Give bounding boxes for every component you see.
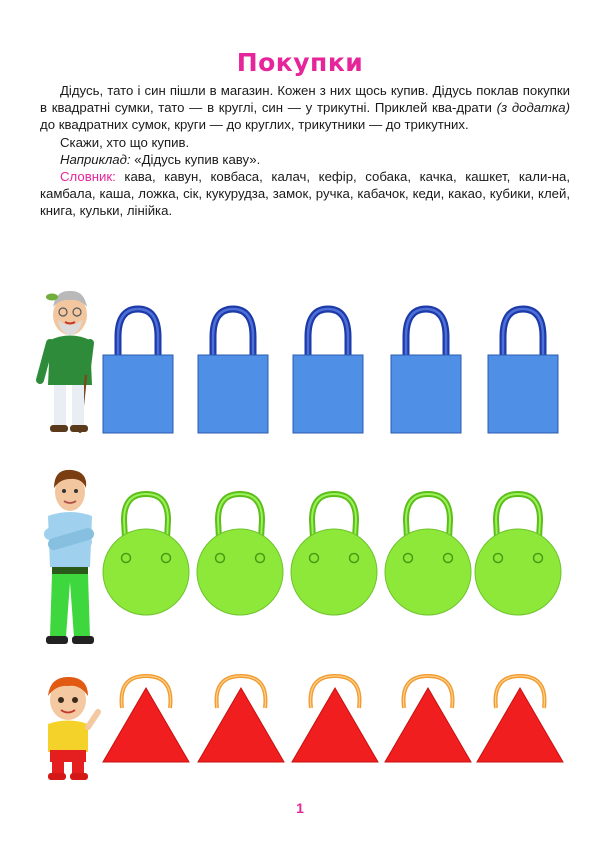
square-bag bbox=[292, 305, 364, 435]
father-figure bbox=[30, 462, 108, 647]
dictionary-line bbox=[40, 168, 570, 220]
square-bag bbox=[102, 305, 174, 435]
page-number: 1 bbox=[296, 800, 304, 816]
example-label: Наприклад: bbox=[60, 151, 131, 167]
triangle-bag bbox=[476, 672, 564, 764]
page-title: Покупки bbox=[236, 48, 364, 77]
round-bag bbox=[196, 488, 284, 618]
task-text bbox=[40, 82, 570, 220]
round-bag bbox=[290, 488, 378, 618]
triangle-bag bbox=[384, 672, 472, 764]
task-paragraph bbox=[40, 82, 570, 134]
dictionary-label: Словник: bbox=[60, 169, 116, 185]
dictionary-words: кава, кавун, ковбаса, калач, кефір, собака, качка, кашкет, кали-на, камбала, каша, ложка, сік, кукурудза, замок, ручка, кабачок, кеди, какао, кубики, клей, книга, кульки, лінійка. bbox=[40, 169, 570, 219]
task-text-part: Дідусь, тато і син пішли в магазин. Кожен з них щось купив. Дідусь поклав покупки в квадратні сумки, тато — в круглі, син — у трикутні. Приклей ква-драти bbox=[40, 83, 570, 116]
triangle-bag bbox=[197, 672, 285, 764]
square-bag bbox=[487, 305, 559, 435]
triangle-bag bbox=[291, 672, 379, 764]
round-bag bbox=[474, 488, 562, 618]
example-text: «Дідусь купив каву». bbox=[130, 151, 261, 167]
task-text-end: до квадратних сумок, круги — до круглих, трикутники — до трикутних. bbox=[40, 117, 469, 133]
task-question: Скажи, хто що купив. bbox=[60, 134, 190, 150]
grandfather-figure bbox=[30, 285, 108, 435]
triangle-bag bbox=[102, 672, 190, 764]
son-figure bbox=[30, 672, 108, 782]
example-line bbox=[40, 151, 570, 168]
round-bag bbox=[102, 488, 190, 618]
square-bag bbox=[390, 305, 462, 435]
square-bag bbox=[197, 305, 269, 435]
task-text-italic: (з додатка) bbox=[496, 100, 571, 116]
round-bag bbox=[384, 488, 472, 618]
